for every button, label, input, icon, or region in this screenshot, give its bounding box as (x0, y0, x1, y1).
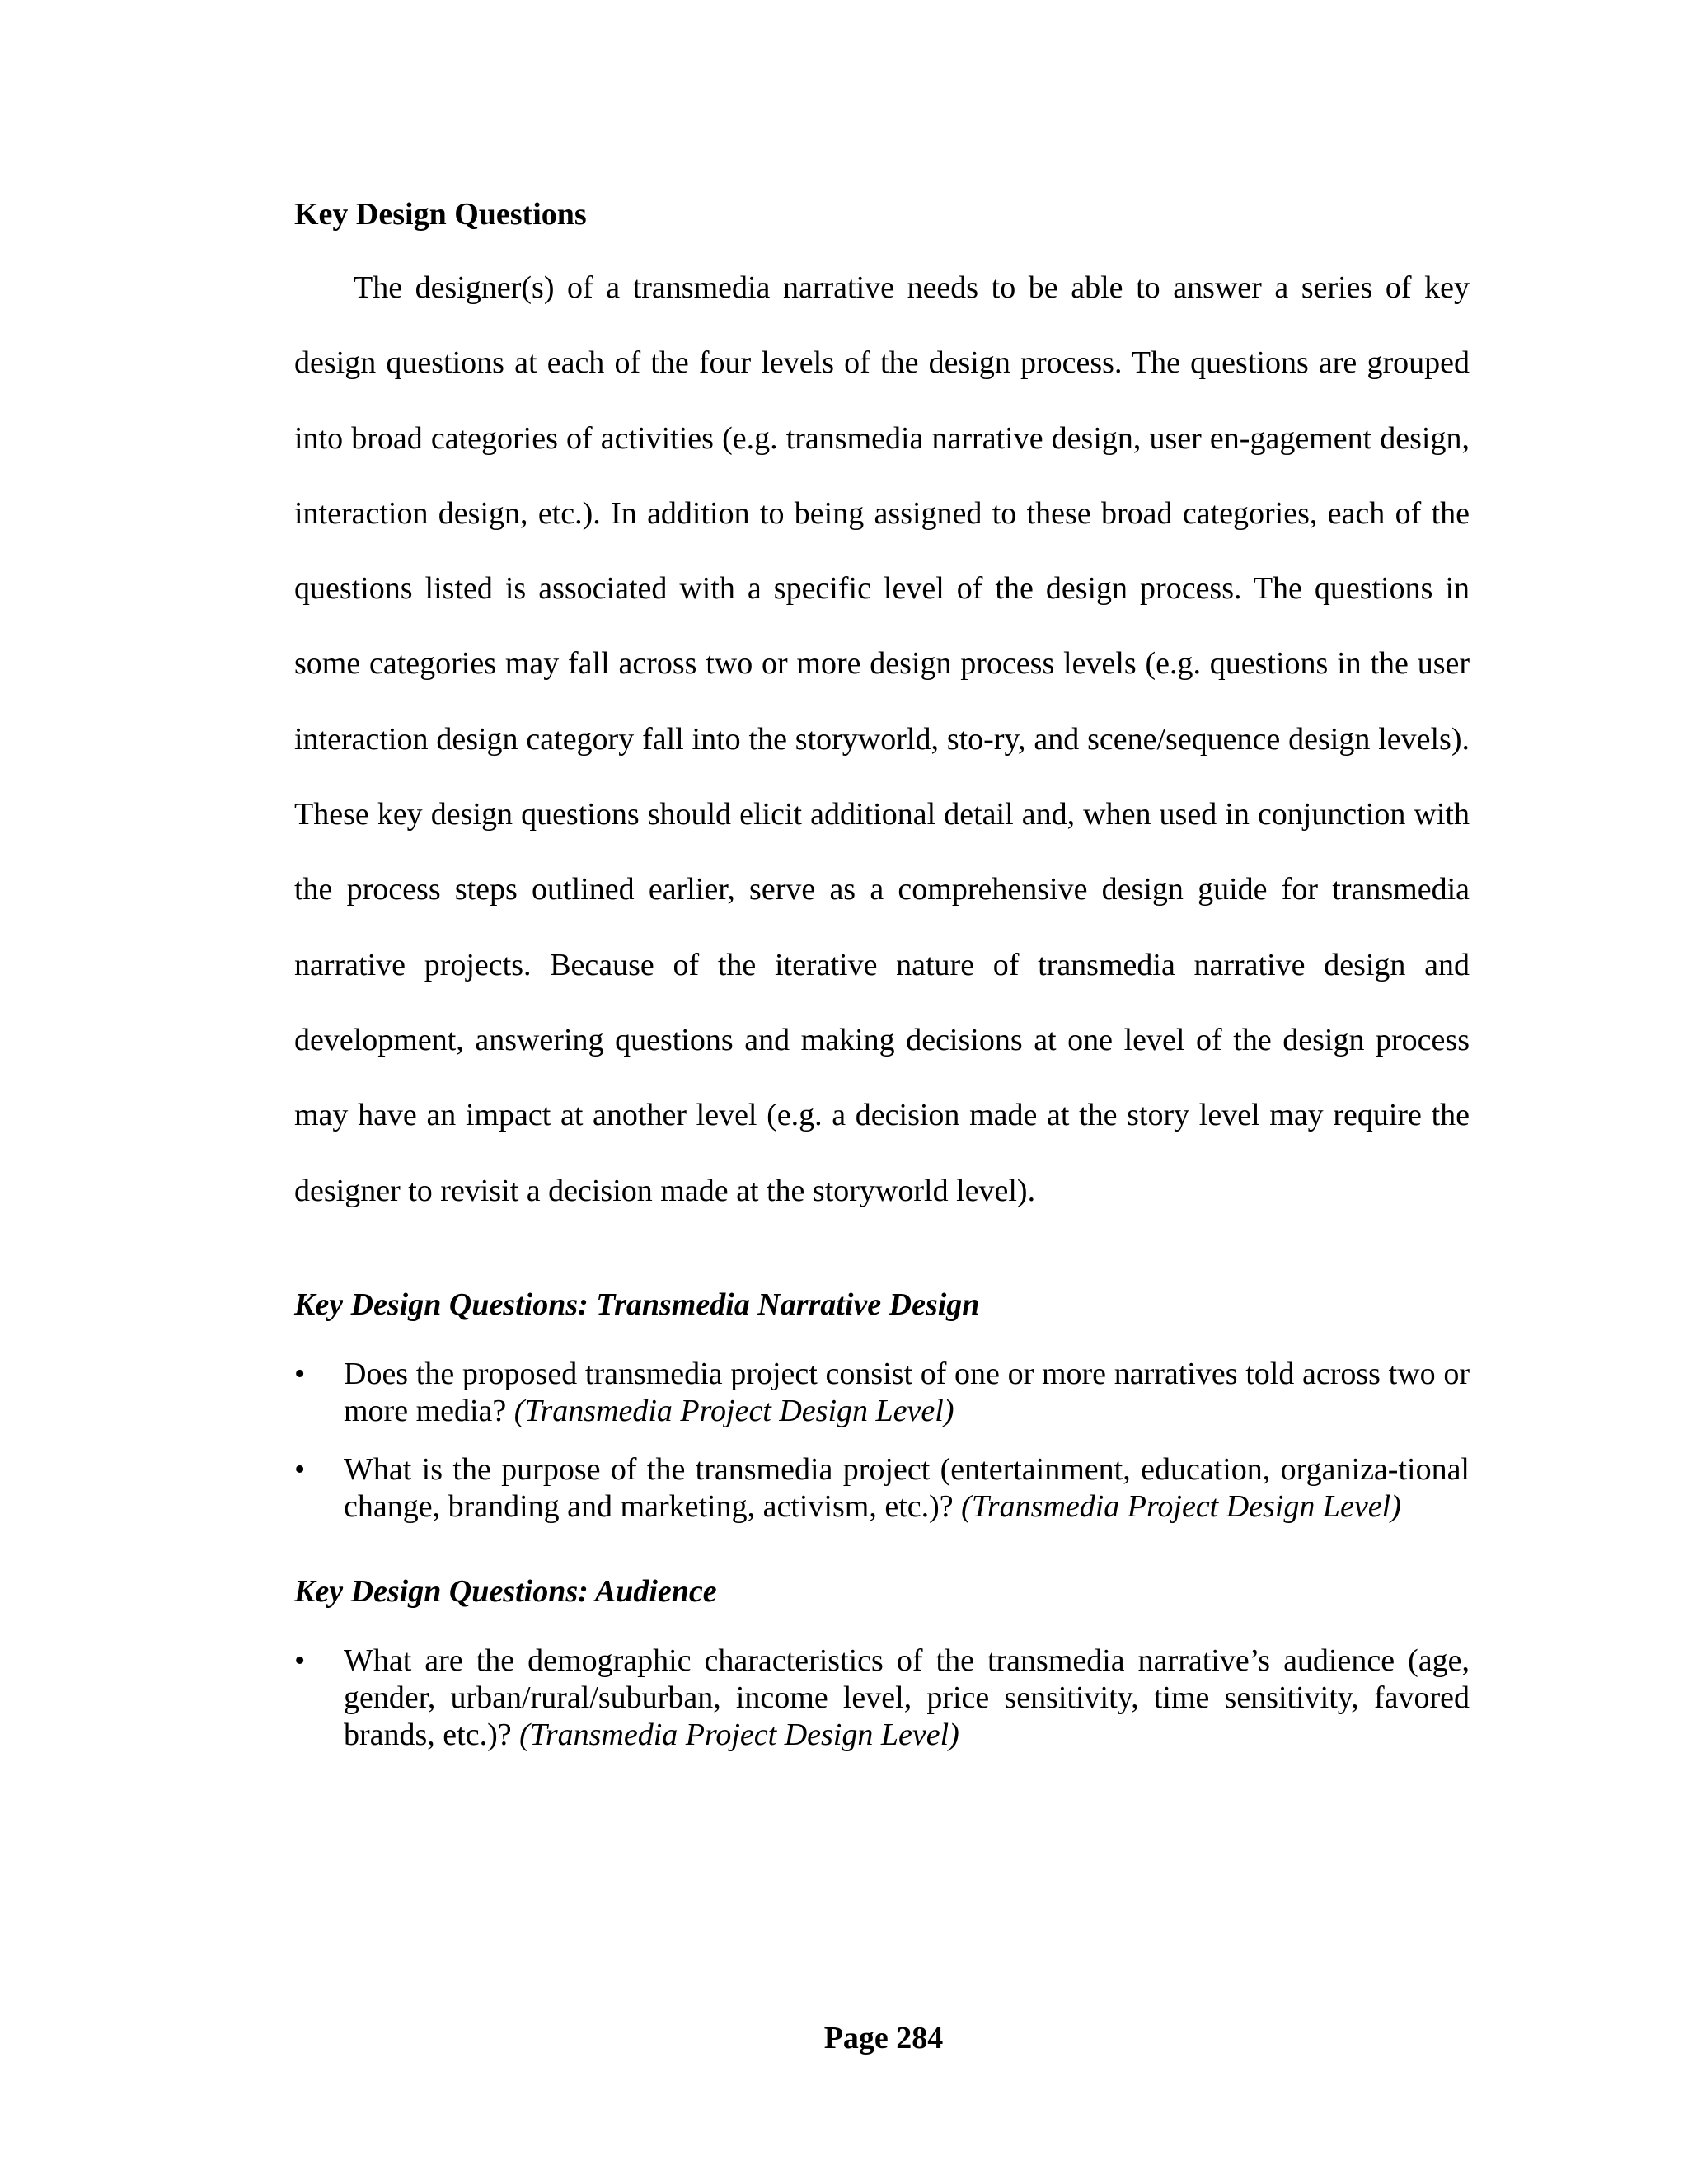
bullet-icon: • (294, 1643, 306, 1678)
subheading-audience: Key Design Questions: Audience (294, 1573, 717, 1609)
list-item (294, 1356, 1470, 1430)
question-text: What is the purpose of the transmedia project (entertainment, education, organiza-tional change, branding and marketing, activism, etc.)? (344, 1451, 1470, 1524)
design-level-tag: (Transmedia Project Design Level) (961, 1488, 1401, 1524)
intro-paragraph: The designer(s) of a transmedia narrative needs to be able to answer a series of key design questions at each of the four levels of the design process. The questions are grouped into broad categories of activities (e.g. transmedia narrative design, user en-gagement design, interaction design, etc.). In addition to being assigned to these broad categories, each of the questions listed is associated with a specific level of the design process. The questions in some categories may fall across two or more design process levels (e.g. questions in the user interaction design category fall into the storyworld, sto-ry, and scene/sequence design levels). These key design questions should elicit additional detail and, when used in conjunction with the process steps outlined earlier, serve as a comprehensive design guide for transmedia narrative projects. Because of the iterative nature of transmedia narrative design and development, answering questions and making decisions at one level of the design process may have an impact at another level (e.g. a decision made at the story level may require the designer to revisit a decision made at the storyworld level). (294, 270, 1470, 1208)
list-item (294, 1643, 1470, 1754)
subheading-transmedia-narrative-design: Key Design Questions: Transmedia Narrative Design (294, 1286, 980, 1322)
bullet-list-audience (294, 1643, 1470, 1754)
question-text: What are the demographic characteristics of the transmedia narrative’s audience (age, gender, urban/rural/suburban, income level, price sensitivity, time sensitivity, favored brands, etc.)? (344, 1643, 1470, 1752)
page-content (294, 191, 1470, 1775)
section-heading: Key Design Questions (294, 197, 587, 232)
question-text: Does the proposed transmedia project consist of one or more narratives told across two or more media? (344, 1356, 1470, 1428)
design-level-tag: (Transmedia Project Design Level) (519, 1717, 959, 1752)
bullet-icon: • (294, 1451, 306, 1487)
list-item (294, 1451, 1470, 1526)
design-level-tag: (Transmedia Project Design Level) (513, 1393, 954, 1428)
page-number: Page 284 (823, 2021, 944, 2055)
bullet-icon: • (294, 1356, 306, 1391)
bullet-list-transmedia-narrative-design (294, 1356, 1470, 1526)
